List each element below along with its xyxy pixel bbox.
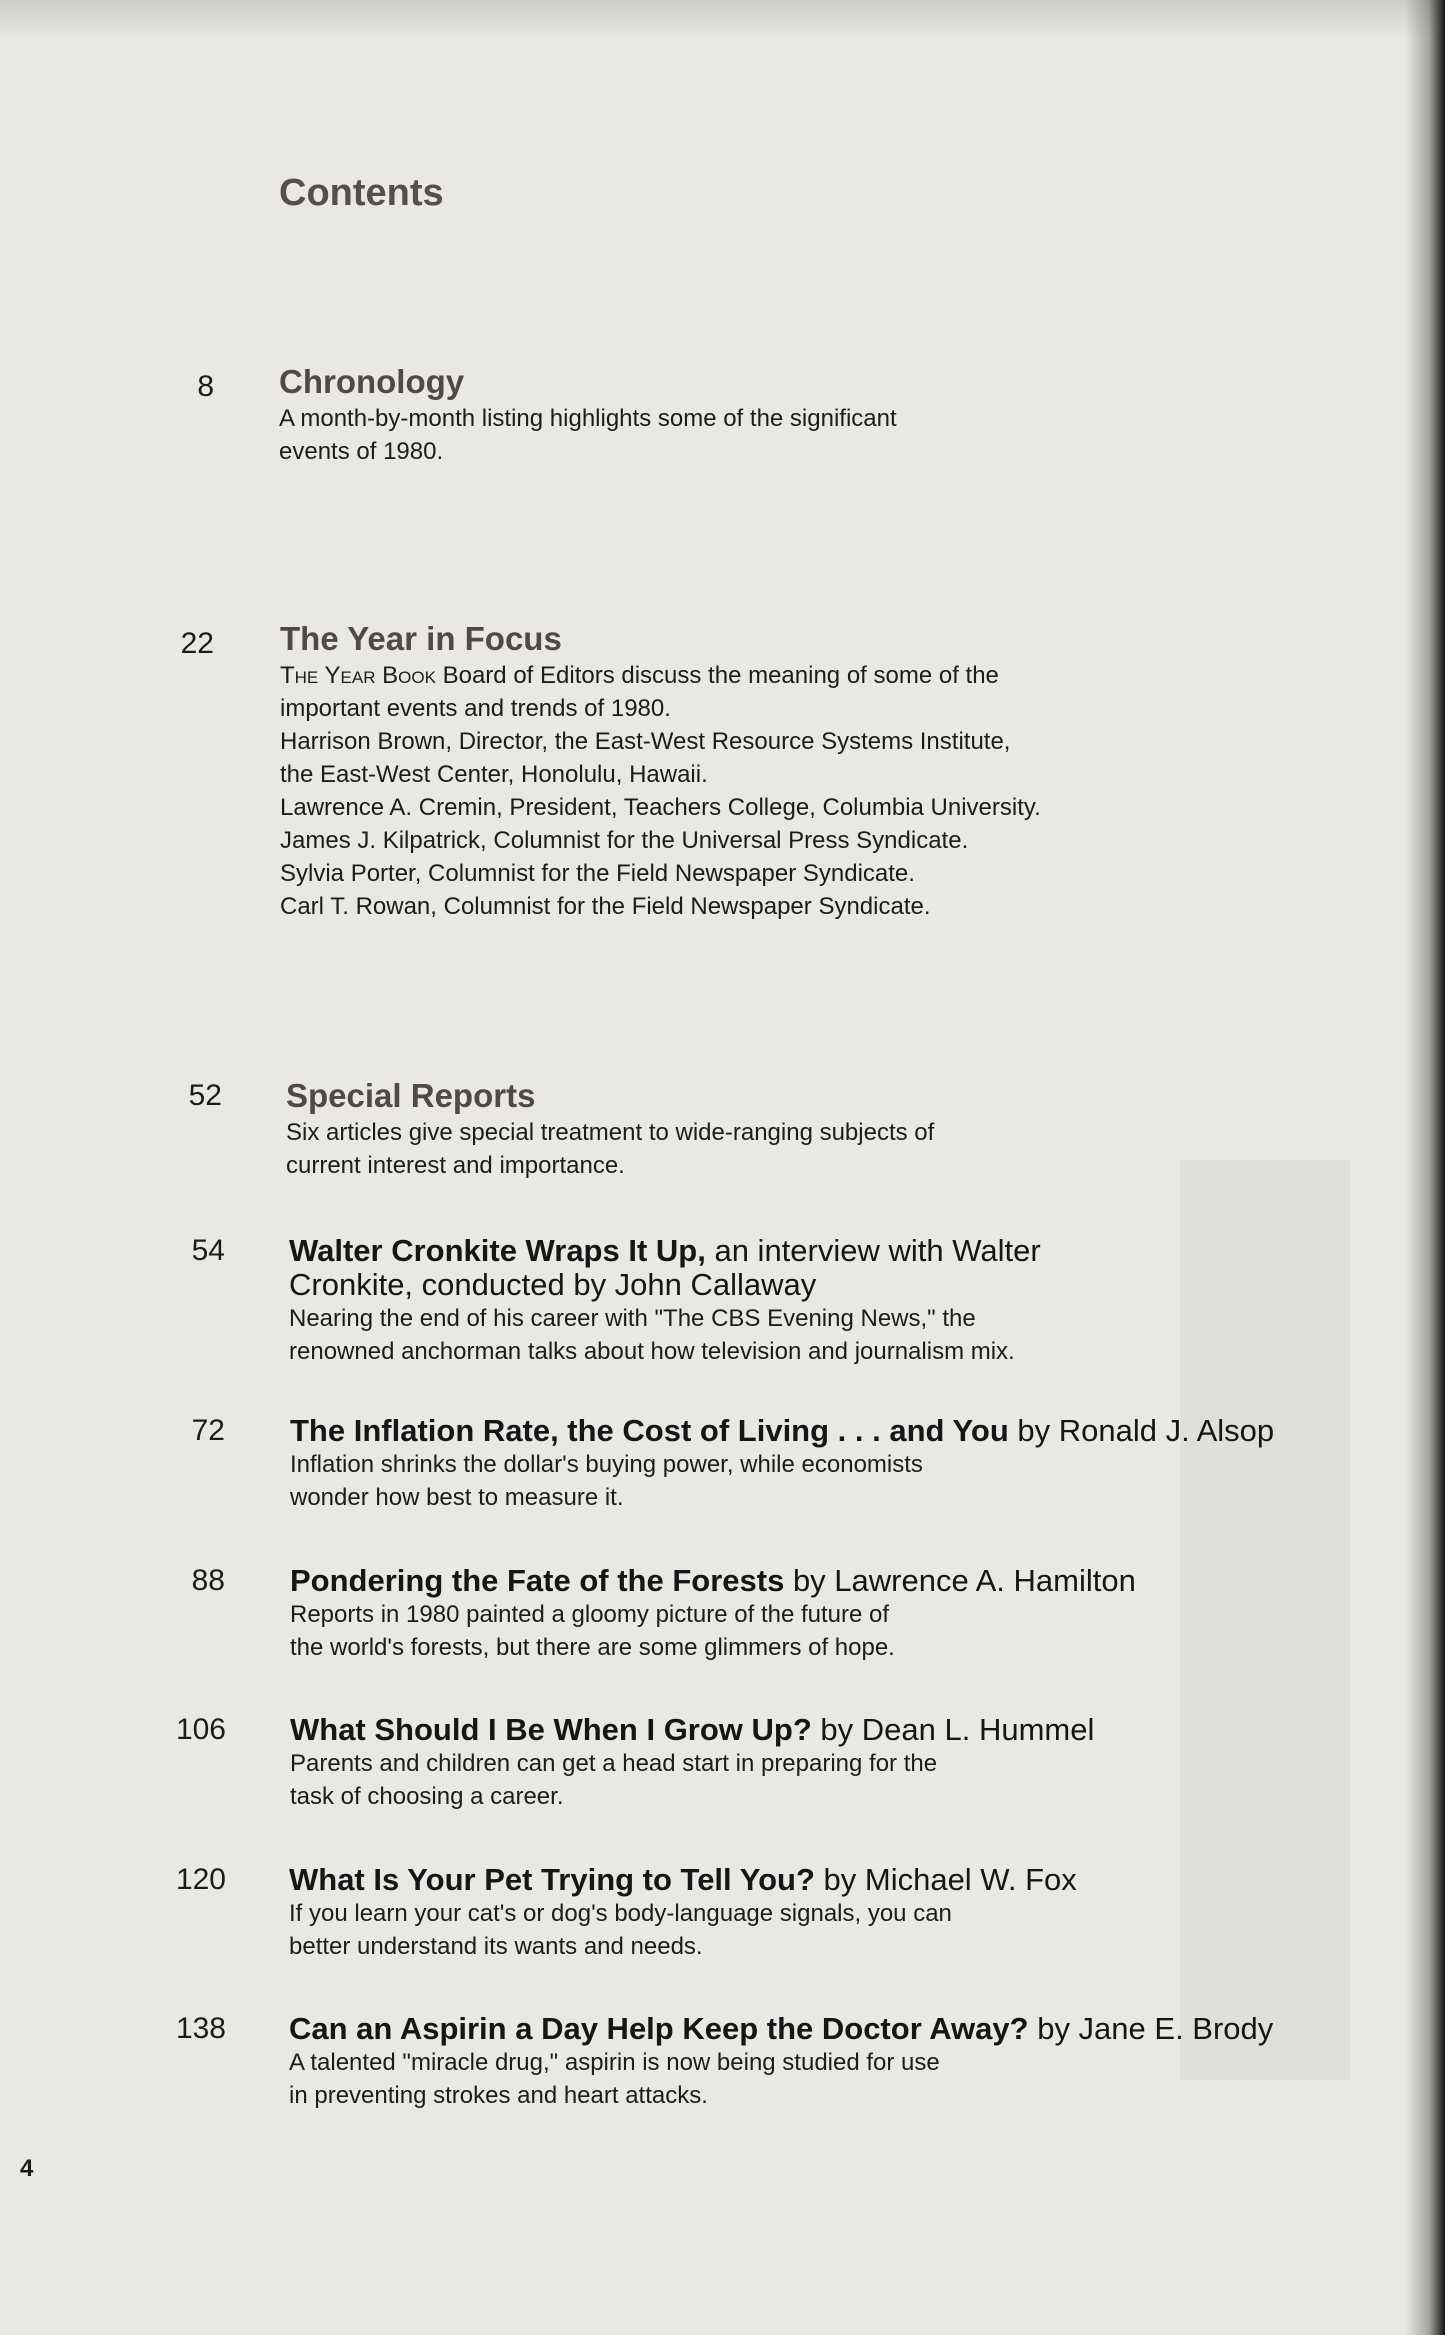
section-title: The Year in Focus [280,620,562,657]
page-title: Contents [279,172,444,214]
article-title: Can an Aspirin a Day Help Keep the Doctor Away? by Jane E. Brody [289,2011,1274,2046]
section-title: Chronology [279,363,465,400]
section-title: Special Reports [286,1077,536,1114]
article-title: Pondering the Fate of the Forests by Lawrence A. Hamilton [290,1563,1136,1598]
contributor: Sylvia Porter, Columnist for the Field Newspaper Syndicate. [280,860,915,887]
article-title: What Should I Be When I Grow Up? by Dean L. Hummel [290,1712,1095,1747]
page-top-edge [0,0,1445,40]
page-number: 8 [197,370,214,403]
article-byline: by Dean L. Hummel [811,1712,1095,1747]
page-number: 52 [188,1079,222,1112]
article-byline: by Jane E. Brody [1028,2011,1274,2046]
page-number: 120 [175,1863,226,1896]
contributor: Carl T. Rowan, Columnist for the Field Newspaper Syndicate. [280,893,931,920]
page-number: 54 [191,1234,225,1267]
article-description: Inflation shrinks the dollar's buying power, while economists wonder how best to measure it. [290,1451,923,1511]
article-byline: by Ronald J. Alsop [1008,1413,1275,1448]
page-number: 138 [175,2012,226,2045]
binding-shadow [1405,0,1445,2335]
article-description: Parents and children can get a head start in preparing for the task of choosing a career. [290,1750,938,1810]
page-folio: 4 [20,2155,34,2182]
section-description: Six articles give special treatment to wide-ranging subjects of current interest and importance. [286,1119,935,1179]
contributor: Harrison Brown, Director, the East-West Resource Systems Institute, the East-West Center, Honolulu, Hawaii. [280,728,1011,788]
article-description: Reports in 1980 painted a gloomy picture of the future of the world's forests, but there are some glimmers of hope. [290,1601,895,1661]
page-number: 72 [191,1414,225,1447]
article-description: Nearing the end of his career with "The CBS Evening News," the renowned anchorman talks about how television and journalism mix. [289,1305,1015,1365]
article-byline: an interview with Walter Cronkite, conducted by John Callaway [289,1233,1041,1302]
article-byline: by Lawrence A. Hamilton [784,1563,1136,1598]
page-number: 106 [175,1713,226,1746]
section-description: A month-by-month listing highlights some of the significant events of 1980. [279,405,897,465]
article-description: If you learn your cat's or dog's body-language signals, you can better understand its wants and needs. [289,1900,952,1960]
article-title: Walter Cronkite Wraps It Up, an interview with Walter Cronkite, conducted by John Callaway [289,1233,1041,1302]
article-title: What Is Your Pet Trying to Tell You? by Michael W. Fox [289,1862,1077,1897]
page-number: 88 [191,1564,225,1597]
article-title: The Inflation Rate, the Cost of Living . . . and You by Ronald J. Alsop [290,1413,1275,1448]
contributor: James J. Kilpatrick, Columnist for the Universal Press Syndicate. [280,827,969,854]
page-number: 22 [180,627,214,660]
section-description: The Year Book Board of Editors discuss the meaning of some of the important events and trends of 1980. [280,662,999,722]
article-byline: by Michael W. Fox [814,1862,1077,1897]
contributor: Lawrence A. Cremin, President, Teachers College, Columbia University. [280,794,1041,821]
publication-name: The Year Book [280,662,436,689]
article-description: A talented "miracle drug," aspirin is now being studied for use in preventing strokes and heart attacks. [289,2049,940,2109]
